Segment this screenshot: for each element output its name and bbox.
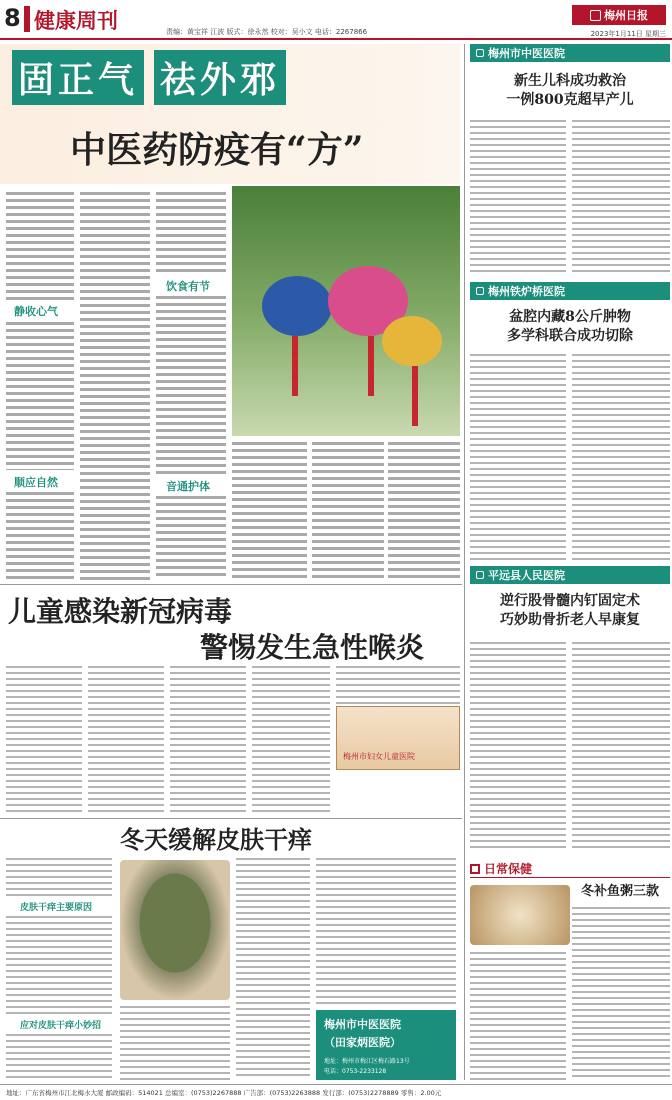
skin-headline: 冬天缓解皮肤干痒 bbox=[120, 825, 312, 854]
lead-text-col2 bbox=[80, 190, 150, 580]
laryngitis-col1 bbox=[6, 664, 82, 814]
story3-title: 逆行股骨髓内钉固定术 巧妙助骨折老人早康复 bbox=[500, 593, 640, 628]
staff-line: 责编：黄宝祥 江波 版式：徐永然 校对：吴小文 电话：2267866 bbox=[166, 28, 368, 36]
hospital-ad-large: 梅州市中医医院 （田家炳医院） 地址：梅州市梅江区梅石路13号 电话：0753-2233128 bbox=[316, 1010, 456, 1080]
lead-text-col5 bbox=[312, 440, 384, 580]
hospital-header-3: 平远县人民医院 bbox=[470, 566, 670, 584]
story2-col2 bbox=[572, 352, 670, 560]
header-bar bbox=[24, 6, 30, 32]
issue-date: 2023年1月11日 星期三 bbox=[590, 30, 666, 38]
sachet-photo bbox=[232, 186, 460, 436]
tassel bbox=[292, 336, 298, 396]
lead-text-col1-c bbox=[6, 490, 74, 580]
story4-col2 bbox=[572, 905, 670, 1080]
face-mask-photo bbox=[120, 860, 230, 1000]
lead-text-col1-a bbox=[6, 190, 74, 300]
lead-banner bbox=[0, 44, 460, 184]
bowl-icon bbox=[470, 864, 480, 874]
column-divider bbox=[464, 44, 465, 1080]
tassel bbox=[368, 336, 374, 396]
hospital-icon bbox=[476, 49, 484, 57]
skin-col2 bbox=[120, 1004, 230, 1080]
laryngitis-headline-2: 警惕发生急性喉炎 bbox=[200, 631, 425, 664]
story1-title: 新生儿科成功救治 一例800克超早产儿 bbox=[506, 73, 634, 108]
lead-text-col1-b bbox=[6, 320, 74, 470]
lead-text-col4 bbox=[232, 440, 307, 580]
section-divider bbox=[0, 818, 462, 819]
lead-text-col3-c bbox=[156, 494, 226, 580]
skin-col1-c bbox=[6, 1032, 112, 1080]
paper-logo: 梅州日报 bbox=[572, 5, 666, 25]
hospital-icon bbox=[476, 287, 484, 295]
skin-subhead-2: 应对皮肤干痒小妙招 bbox=[20, 1021, 102, 1031]
logo-icon bbox=[590, 10, 601, 21]
daily-care-header: 日常保健 bbox=[470, 860, 670, 878]
hospital-ad-small: 梅州市妇女儿童医院 bbox=[336, 706, 460, 770]
story1-col2 bbox=[572, 118, 670, 276]
story2-col1 bbox=[470, 352, 566, 560]
story2-title: 盆腔内藏8公斤肿物 多学科联合成功切除 bbox=[507, 309, 633, 344]
fish-porridge-photo bbox=[470, 885, 570, 945]
skin-col1-a bbox=[6, 856, 112, 896]
hospital-header-1: 梅州市中医医院 bbox=[470, 44, 670, 62]
skin-col3 bbox=[236, 856, 310, 1080]
skin-col1-b bbox=[6, 914, 112, 1014]
hospital-icon bbox=[476, 571, 484, 579]
tassel bbox=[412, 366, 418, 426]
lead-text-col6 bbox=[388, 440, 460, 580]
skin-col4 bbox=[316, 856, 456, 1004]
laryngitis-headline-1: 儿童感染新冠病毒 bbox=[8, 595, 233, 628]
laryngitis-col3 bbox=[170, 664, 246, 814]
lead-subhead-3: 顺应自然 bbox=[14, 476, 58, 489]
hospital-header-2: 梅州铁炉桥医院 bbox=[470, 282, 670, 300]
yellow-sachet bbox=[382, 316, 442, 366]
banner-line2: 中医药防疫有“方” bbox=[70, 129, 364, 171]
page-number: 8 bbox=[4, 4, 21, 32]
laryngitis-col2 bbox=[88, 664, 164, 814]
laryngitis-col4 bbox=[252, 664, 330, 814]
section-title: 健康周刊 bbox=[34, 9, 118, 33]
skin-subhead-1: 皮肤干痒主要原因 bbox=[20, 903, 93, 913]
story1-col1 bbox=[470, 118, 566, 276]
story4-col1 bbox=[470, 950, 566, 1080]
page-header bbox=[0, 0, 672, 40]
lead-subhead-5: 音通护体 bbox=[166, 480, 210, 493]
laryngitis-col5 bbox=[336, 664, 460, 704]
lead-text-col3-a bbox=[156, 190, 226, 275]
story3-col2 bbox=[572, 640, 670, 852]
section-divider bbox=[0, 584, 462, 585]
lead-subhead-2: 饮食有节 bbox=[166, 280, 210, 293]
story4-title: 冬补鱼粥三款 bbox=[580, 884, 659, 899]
banner-line1: 固正气 祛外邪 bbox=[12, 50, 296, 105]
lead-text-col3-b bbox=[156, 294, 226, 474]
story3-col1 bbox=[470, 640, 566, 852]
blue-sachet bbox=[262, 276, 332, 336]
lead-subhead-1: 静收心气 bbox=[14, 305, 58, 318]
page-footer: 地址：广东省梅州市江北梅水大厦 邮政编码：514021 总编室：(0753)2267888 广告部：(0753)2263888 发行部：(0753)2278889 零售：2.00元 bbox=[0, 1084, 672, 1100]
